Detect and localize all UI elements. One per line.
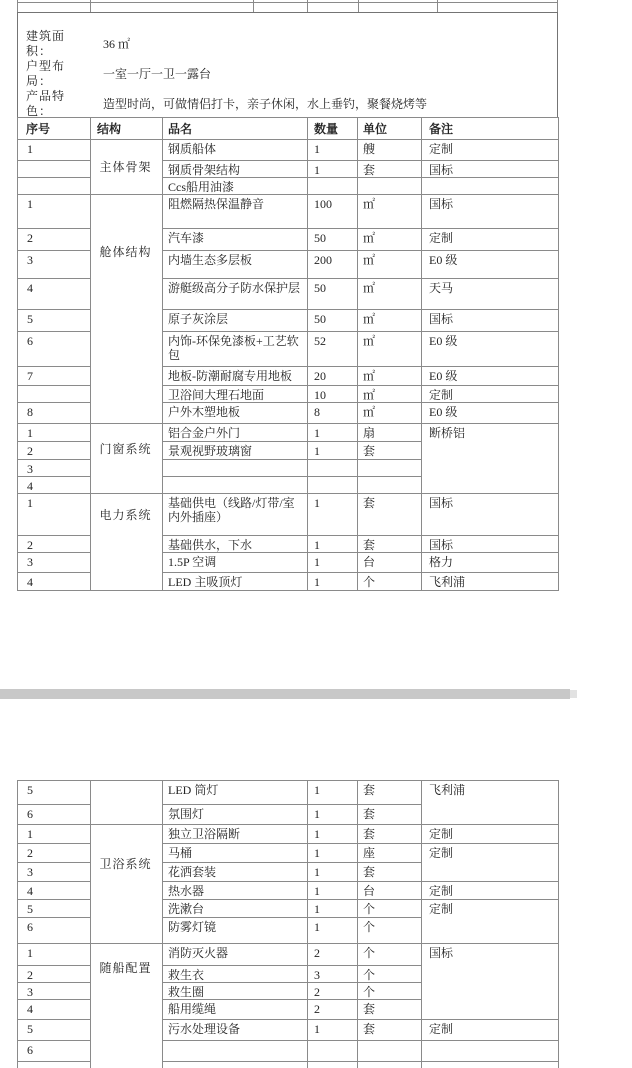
table-cell: 舱体结构	[91, 195, 163, 424]
table-cell	[163, 477, 308, 494]
table-cell: 定制	[422, 825, 559, 844]
table-cell: 6	[18, 1041, 91, 1062]
table-row	[18, 195, 559, 229]
table-cell: 国标	[422, 494, 559, 536]
table-cell: 1	[18, 494, 91, 536]
table-cell: 台	[358, 553, 422, 573]
table-cell: E0 级	[422, 367, 559, 386]
table-cell: 1	[18, 825, 91, 844]
table-cell	[18, 161, 91, 178]
table-cell: 1	[308, 161, 358, 178]
info-line-features	[26, 89, 557, 118]
table-cell: 内饰-环保免漆板+工艺软包	[163, 332, 308, 367]
table-cell: 套	[358, 825, 422, 844]
table-cell: 个	[358, 944, 422, 966]
table-cell: ㎡	[358, 229, 422, 251]
table-cell: 卫浴系统	[91, 825, 163, 944]
table-cell: 户外木塑地板	[163, 403, 308, 424]
table-cell: 2	[308, 1000, 358, 1020]
table-cell: 座	[358, 844, 422, 863]
layout-value: 一室一厅一卫一露台	[103, 66, 212, 81]
table-header-row	[18, 118, 559, 140]
table-cell: 钢质船体	[163, 140, 308, 161]
product-info-box	[17, 12, 558, 118]
table-cell: 2	[308, 983, 358, 1000]
table-cell: ㎡	[358, 195, 422, 229]
table-cell	[422, 1062, 559, 1068]
table-cell: 1	[308, 1020, 358, 1041]
table-cell: 50	[308, 310, 358, 332]
table-cell: 6	[18, 918, 91, 944]
table-cell: 3	[308, 966, 358, 983]
table-cell: 1	[308, 140, 358, 161]
table-cell: 天马	[422, 279, 559, 310]
column-header: 序号	[18, 118, 91, 140]
table-row	[18, 140, 559, 161]
table-cell: 定制	[422, 386, 559, 403]
table-cell: 国标	[422, 195, 559, 229]
spec-table-page-2	[17, 780, 559, 1068]
column-header: 数量	[308, 118, 358, 140]
table-cell: 1	[18, 424, 91, 442]
table-cell: 船用缆绳	[163, 1000, 308, 1020]
table-cell: 个	[358, 966, 422, 983]
table-cell: 个	[358, 573, 422, 591]
table-cell: 2	[18, 844, 91, 863]
table-cell: 1	[308, 536, 358, 553]
table-cell: E0 级	[422, 332, 559, 367]
table-cell: 1	[308, 844, 358, 863]
table-cell: 5	[18, 781, 91, 805]
table-cell: 1	[308, 805, 358, 825]
table-row	[18, 825, 559, 844]
table-cell: ㎡	[358, 367, 422, 386]
table-cell	[91, 781, 163, 825]
table-cell: 5	[18, 1020, 91, 1041]
table-cell: 汽车漆	[163, 229, 308, 251]
table-row	[18, 944, 559, 966]
table-cell: 8	[308, 403, 358, 424]
table-cell	[422, 1041, 559, 1062]
table-cell: 7	[18, 367, 91, 386]
table-cell: 主体骨架	[91, 140, 163, 195]
table-cell: ㎡	[358, 251, 422, 279]
table-cell: 3	[18, 460, 91, 477]
table-cell	[163, 1041, 308, 1062]
area-value: 36 ㎡	[103, 36, 131, 51]
table-cell: 断桥铝	[422, 424, 559, 494]
page-break-band	[0, 689, 570, 699]
table-cell: 10	[308, 386, 358, 403]
table-cell: Ccs船用油漆	[163, 178, 308, 195]
table-cell: 救生衣	[163, 966, 308, 983]
table-cell: 套	[358, 442, 422, 460]
table-cell: 游艇级高分子防水保护层	[163, 279, 308, 310]
table-cell: 4	[18, 279, 91, 310]
table-edge-line	[17, 2, 558, 3]
table-cell: 5	[18, 310, 91, 332]
table-cell: LED 主吸顶灯	[163, 573, 308, 591]
table-cell: 2	[308, 944, 358, 966]
features-label: 产品特色：	[26, 89, 66, 118]
table-cell: 防雾灯镜	[163, 918, 308, 944]
table-cell: 套	[358, 863, 422, 882]
table-cell: 定制	[422, 140, 559, 161]
table-cell: 台	[358, 882, 422, 900]
previous-table-bottom-edge	[0, 0, 632, 12]
table-cell: 扇	[358, 424, 422, 442]
table-cell: 3	[18, 553, 91, 573]
table-cell: 个	[358, 918, 422, 944]
column-header: 备注	[422, 118, 559, 140]
table-cell: 基础供电（线路/灯带/室内外插座）	[163, 494, 308, 536]
column-header: 品名	[163, 118, 308, 140]
table-cell: 1	[308, 424, 358, 442]
info-line-area	[26, 29, 557, 59]
table-cell	[358, 178, 422, 195]
table-cell: 飞利浦	[422, 781, 559, 825]
table-cell: 消防灭火器	[163, 944, 308, 966]
table-cell: 6	[18, 332, 91, 367]
column-header: 单位	[358, 118, 422, 140]
table-row	[18, 781, 559, 805]
table-cell: 个	[358, 983, 422, 1000]
table-cell	[18, 178, 91, 195]
table-cell: 定制	[422, 882, 559, 900]
table-cell: 定制	[422, 229, 559, 251]
table-cell: ㎡	[358, 386, 422, 403]
table-cell: 200	[308, 251, 358, 279]
info-line-layout	[26, 59, 557, 89]
table-cell	[308, 178, 358, 195]
table-cell: 套	[358, 781, 422, 805]
spec-table-page-2	[17, 780, 559, 1068]
table-cell: 花洒套装	[163, 863, 308, 882]
table-cell: 马桶	[163, 844, 308, 863]
table-cell: 1	[18, 944, 91, 966]
table-cell: 3	[18, 983, 91, 1000]
table-cell: 2	[18, 536, 91, 553]
table-cell: 套	[358, 161, 422, 178]
table-row	[18, 424, 559, 442]
table-cell: ㎡	[358, 310, 422, 332]
table-cell: ㎡	[358, 279, 422, 310]
table-cell: 1	[308, 882, 358, 900]
table-cell: 套	[358, 536, 422, 553]
table-cell: 随船配置	[91, 944, 163, 1068]
table-cell	[358, 460, 422, 477]
table-cell: 卫浴间大理石地面	[163, 386, 308, 403]
table-cell: 国标	[422, 310, 559, 332]
table-cell: 氛围灯	[163, 805, 308, 825]
table-cell: 定制	[422, 1020, 559, 1041]
area-label: 建筑面积：	[26, 29, 66, 58]
table-cell: 钢质骨架结构	[163, 161, 308, 178]
table-cell: 1	[308, 825, 358, 844]
table-cell: 门窗系统	[91, 424, 163, 494]
table-cell: 5	[18, 900, 91, 918]
table-cell: 地板-防潮耐腐专用地板	[163, 367, 308, 386]
table-cell: 4	[18, 1000, 91, 1020]
table-cell: 国标	[422, 944, 559, 1020]
table-cell: 基础供水，下水	[163, 536, 308, 553]
table-cell: 电力系统	[91, 494, 163, 591]
table-cell: 3	[18, 863, 91, 882]
table-cell: 4	[18, 573, 91, 591]
table-cell: 52	[308, 332, 358, 367]
table-cell	[308, 460, 358, 477]
table-row	[18, 494, 559, 536]
table-cell: 独立卫浴隔断	[163, 825, 308, 844]
table-cell: 1	[308, 573, 358, 591]
table-cell: 8	[18, 403, 91, 424]
table-cell: 洗漱台	[163, 900, 308, 918]
table-cell: 国标	[422, 536, 559, 553]
table-cell: 1	[308, 918, 358, 944]
table-cell: ㎡	[358, 403, 422, 424]
table-cell	[358, 1062, 422, 1068]
table-cell: 1	[18, 140, 91, 161]
table-cell: 套	[358, 494, 422, 536]
table-cell: E0 级	[422, 251, 559, 279]
table-cell: 1.5P 空调	[163, 553, 308, 573]
table-cell: 4	[18, 882, 91, 900]
table-cell: 套	[358, 805, 422, 825]
table-cell: 1	[308, 553, 358, 573]
spec-table-page-1	[17, 117, 559, 591]
table-cell: ㎡	[358, 332, 422, 367]
table-cell	[163, 1062, 308, 1068]
table-cell: 铝合金户外门	[163, 424, 308, 442]
table-cell: 格力	[422, 553, 559, 573]
table-cell: 1	[308, 494, 358, 536]
table-cell: 热水器	[163, 882, 308, 900]
table-cell: LED 筒灯	[163, 781, 308, 805]
table-cell: 原子灰涂层	[163, 310, 308, 332]
table-cell: 1	[308, 442, 358, 460]
table-cell	[308, 1041, 358, 1062]
table-cell: 3	[18, 251, 91, 279]
table-cell: 20	[308, 367, 358, 386]
table-cell: 套	[358, 1000, 422, 1020]
table-cell: 6	[18, 805, 91, 825]
table-cell	[308, 477, 358, 494]
table-cell: 救生圈	[163, 983, 308, 1000]
table-cell: 1	[308, 863, 358, 882]
table-cell: 污水处理设备	[163, 1020, 308, 1041]
table-cell: 内墙生态多层板	[163, 251, 308, 279]
table-cell: 100	[308, 195, 358, 229]
table-cell: 1	[308, 900, 358, 918]
table-cell: 景观视野玻璃窗	[163, 442, 308, 460]
table-cell: 国标	[422, 161, 559, 178]
table-cell: 飞利浦	[422, 573, 559, 591]
features-value: 造型时尚，可做情侣打卡，亲子休闲，水上垂钓，聚餐烧烤等	[103, 96, 428, 111]
table-cell: 艘	[358, 140, 422, 161]
table-cell: 阻燃隔热保温静音	[163, 195, 308, 229]
table-cell: 1	[308, 781, 358, 805]
table-cell: 2	[18, 966, 91, 983]
spec-table-page-1	[17, 117, 559, 591]
table-cell: 个	[358, 900, 422, 918]
table-cell	[358, 477, 422, 494]
table-cell: 2	[18, 229, 91, 251]
table-cell: E0 级	[422, 403, 559, 424]
table-cell: 套	[358, 1020, 422, 1041]
column-header: 结构	[91, 118, 163, 140]
table-cell: 定制	[422, 844, 559, 882]
table-cell: 50	[308, 279, 358, 310]
table-cell	[308, 1062, 358, 1068]
table-cell: 4	[18, 477, 91, 494]
table-cell: 定制	[422, 900, 559, 944]
layout-label: 户型布局：	[26, 59, 66, 88]
table-cell: 1	[18, 195, 91, 229]
table-cell	[422, 178, 559, 195]
page-break-band-tail	[570, 690, 577, 698]
table-cell	[18, 386, 91, 403]
table-cell	[358, 1041, 422, 1062]
table-cell	[163, 460, 308, 477]
table-cell: 2	[18, 442, 91, 460]
table-cell: 50	[308, 229, 358, 251]
table-cell	[18, 1062, 91, 1068]
